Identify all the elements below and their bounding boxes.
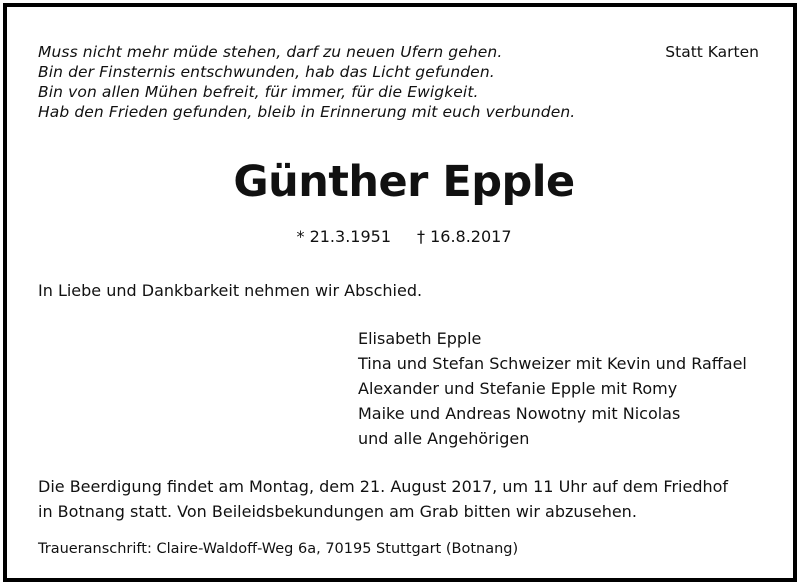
funeral-line-1: Die Beerdigung findet am Montag, dem 21. August 2017, um 11 Uhr auf dem Friedhof <box>38 477 729 496</box>
life-dates <box>7 226 800 248</box>
mourner-entry: Tina und Stefan Schweizer mit Kevin und Raffael <box>358 354 747 373</box>
funeral-announcement <box>38 474 778 524</box>
statt-karten-note: Statt Karten <box>665 43 759 61</box>
poem-line-1: Muss nicht mehr müde stehen, darf zu neuen Ufern gehen. <box>38 43 503 61</box>
mourner-entry: Elisabeth Epple <box>358 329 482 348</box>
poem-line-3: Bin von allen Mühen befreit, für immer, für die Ewigkeit. <box>38 83 479 101</box>
mourner-entry: und alle Angehörigen <box>358 429 530 448</box>
memorial-poem <box>38 42 638 122</box>
mourners-list <box>358 326 747 451</box>
deceased-name: Günther Epple <box>233 157 575 207</box>
mourner-entry: Maike und Andreas Nowotny mit Nicolas <box>358 404 681 423</box>
birth-date: * 21.3.1951 <box>296 227 391 246</box>
poem-line-4: Hab den Frieden gefunden, bleib in Erinnerung mit euch verbunden. <box>38 103 576 121</box>
funeral-line-2: in Botnang statt. Von Beileidsbekundungen am Grab bitten wir abzusehen. <box>38 502 637 521</box>
mourning-address: Traueranschrift: Claire-Waldoff-Weg 6a, 70195 Stuttgart (Botnang) <box>38 541 519 557</box>
mourner-entry: Alexander und Stefanie Epple mit Romy <box>358 379 678 398</box>
farewell-statement: In Liebe und Dankbarkeit nehmen wir Abschied. <box>38 281 423 300</box>
death-date: † 16.8.2017 <box>417 227 512 246</box>
poem-line-2: Bin der Finsternis entschwunden, hab das Licht gefunden. <box>38 63 495 81</box>
obituary-notice <box>3 3 797 582</box>
